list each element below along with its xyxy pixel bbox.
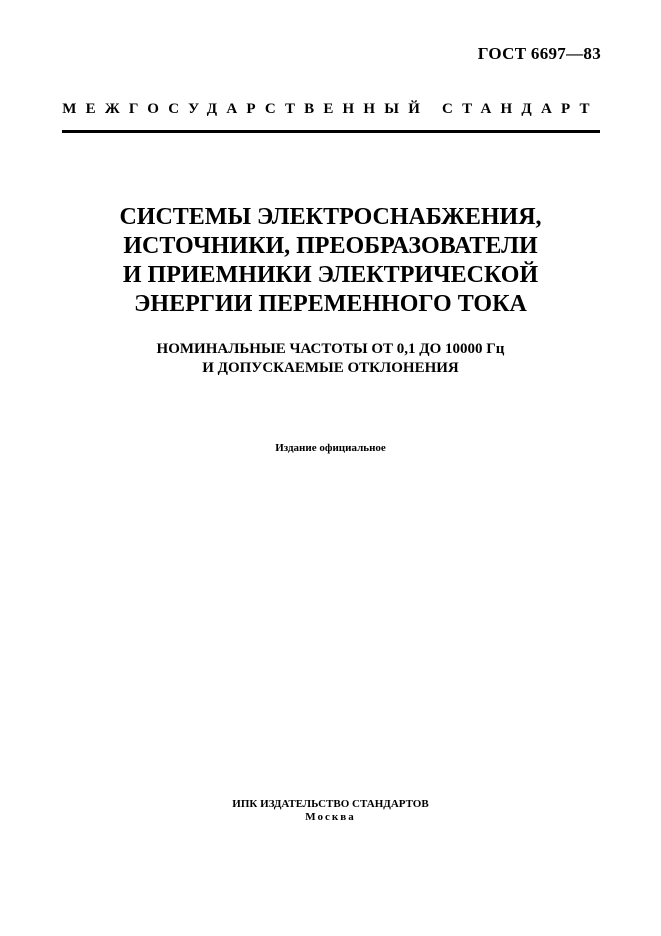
publisher-city: Москва (305, 811, 356, 823)
document-number: ГОСТ 6697—83 (477, 44, 601, 63)
publisher-name: ИПК ИЗДАТЕЛЬСТВО СТАНДАРТОВ (232, 798, 429, 810)
header-divider (62, 130, 600, 133)
standard-type-heading: МЕЖГОСУДАРСТВЕННЫЙ СТАНДАРТ (62, 101, 599, 117)
edition-note: Издание официальное (275, 442, 386, 454)
document-subtitle: НОМИНАЛЬНЫЕ ЧАСТОТЫ ОТ 0,1 ДО 10000 Гц И ДОПУСКАЕМЫЕ ОТКЛОНЕНИЯ (156, 341, 505, 376)
document-title: СИСТЕМЫ ЭЛЕКТРОСНАБЖЕНИЯ, ИСТОЧНИКИ, ПРЕОБРАЗОВАТЕЛИ И ПРИЕМНИКИ ЭЛЕКТРИЧЕСКОЙ ЭНЕРГИИ ПЕРЕМЕННОГО ТОКА (119, 204, 542, 317)
